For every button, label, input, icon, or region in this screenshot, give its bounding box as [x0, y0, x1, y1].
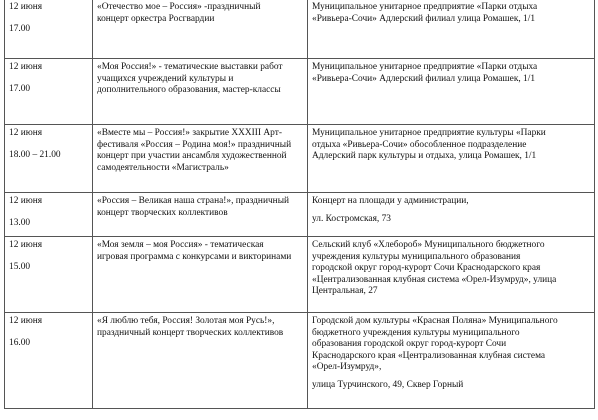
- event-location-line: «Ривьера-Сочи» Адлерский филиал улица Ромашек, 1/1: [312, 73, 536, 84]
- event-description-line: «Вместе мы – Россия!» закрытие XXXIII Арт-: [97, 128, 282, 138]
- event-description-line: самодеятельности «Магистраль»: [97, 162, 229, 173]
- event-description-line: фестиваля «Россия – Родина моя!» праздничный: [97, 139, 292, 150]
- event-date: 12 июня: [9, 62, 43, 72]
- event-location-line: Краснодарского края «Централизованная клубная система: [312, 350, 546, 361]
- event-date: 12 июня: [9, 316, 43, 326]
- event-date: 12 июня: [9, 240, 43, 250]
- event-description-line: «Моя Россия!» - тематические выставки работ: [97, 62, 283, 72]
- event-date: 12 июня: [9, 2, 43, 12]
- date-time-cell: [5, 0, 93, 59]
- event-description-line: концерт при участии ансамбля художественной: [97, 151, 287, 161]
- event-location-line: улица Турчинского, 49, Сквер Горный: [312, 379, 464, 390]
- event-location-line: ул. Костромская, 73: [312, 213, 391, 224]
- event-location-cell: [308, 125, 595, 193]
- table-row: [5, 0, 595, 59]
- table-row: [5, 125, 595, 193]
- event-location-line: «Орел-Изумруд»,: [312, 362, 382, 372]
- event-location-line: «Ривьера-Сочи» Адлерский филиал улица Ромашек, 1/1: [312, 13, 536, 24]
- event-time: 15.00: [9, 261, 31, 272]
- event-location-line: образования городской округ город-курорт Сочи: [312, 339, 507, 349]
- event-description-cell: [93, 237, 308, 313]
- event-description-cell: [93, 59, 308, 125]
- table-row: [5, 59, 595, 125]
- table-row: [5, 237, 595, 313]
- date-time-cell: [5, 237, 93, 313]
- event-date: 12 июня: [9, 128, 43, 138]
- event-description-cell: [93, 193, 308, 237]
- event-description-line: игровая программа с конкурсами и викторинами: [97, 251, 292, 262]
- event-location-cell: [308, 237, 595, 313]
- event-location-line: Муниципальное унитарное предприятие культуры «Парки: [312, 128, 546, 138]
- event-location-line: бюджетного учреждения культуры муниципального: [312, 327, 520, 338]
- event-description-line: учащихся учреждений культуры и: [97, 73, 234, 84]
- event-location-cell: [308, 193, 595, 237]
- event-location-line: Адлерский парк культуры и отдыха, улица Ромашек, 1/1: [312, 151, 537, 161]
- event-time: 16.00: [9, 337, 31, 348]
- event-location-line: отдыха «Ривьера-Сочи» обособленное подразделение: [312, 139, 527, 150]
- event-description-line: дополнительного образования, мастер-классы: [97, 85, 281, 95]
- event-location-line: учреждения культуры муниципального образования: [312, 251, 521, 262]
- event-description-cell: [93, 313, 308, 409]
- event-location-line: Муниципальное унитарное предприятие «Парки отдыха: [312, 62, 538, 72]
- event-location-cell: [308, 313, 595, 409]
- event-description-line: концерт творческих коллективов: [97, 207, 228, 218]
- event-description-cell: [93, 0, 308, 59]
- event-location-line: Муниципальное унитарное предприятие «Парки отдыха: [312, 2, 538, 12]
- event-description-line: праздничный концерт творческих коллективов: [97, 327, 284, 338]
- date-time-cell: [5, 59, 93, 125]
- event-location-cell: [308, 59, 595, 125]
- events-table-body: [5, 0, 595, 409]
- event-location-line: Концерт на площади у администрации,: [312, 196, 469, 206]
- event-time: 17.00: [9, 83, 31, 94]
- date-time-cell: [5, 125, 93, 193]
- date-time-cell: [5, 193, 93, 237]
- event-location-line: Городской дом культуры «Красная Поляна» Муниципального: [312, 316, 558, 326]
- event-location-line: Сельский клуб «Хлебороб» Муниципального бюджетного: [312, 240, 545, 250]
- events-table: [4, 0, 595, 409]
- date-time-cell: [5, 313, 93, 409]
- event-description-line: «Отечество мое – Россия» -праздничный: [97, 2, 261, 12]
- event-location-cell: [308, 0, 595, 59]
- event-description-line: концерт оркестра Росгвардии: [97, 13, 215, 24]
- table-row: [5, 193, 595, 237]
- event-description-cell: [93, 125, 308, 193]
- event-date: 12 июня: [9, 196, 43, 206]
- table-row: [5, 313, 595, 409]
- event-time: 13.00: [9, 217, 31, 228]
- event-location-line: «Централизованная клубная система «Орел-Изумруд», улица: [312, 274, 557, 285]
- event-time: 17.00: [9, 23, 31, 34]
- event-location-line: Центральная, 27: [312, 286, 378, 296]
- event-description-line: «Я люблю тебя, Россия! Золотая моя Русь!»,: [97, 316, 275, 326]
- event-location-line: городской округ город-курорт Сочи Краснодарского края: [312, 263, 541, 273]
- event-time: 18.00 – 21.00: [9, 149, 61, 160]
- event-description-line: «Россия – Великая наша страна!», праздничный: [97, 196, 290, 206]
- event-description-line: «Моя земля – моя Россия» - тематическая: [97, 240, 264, 250]
